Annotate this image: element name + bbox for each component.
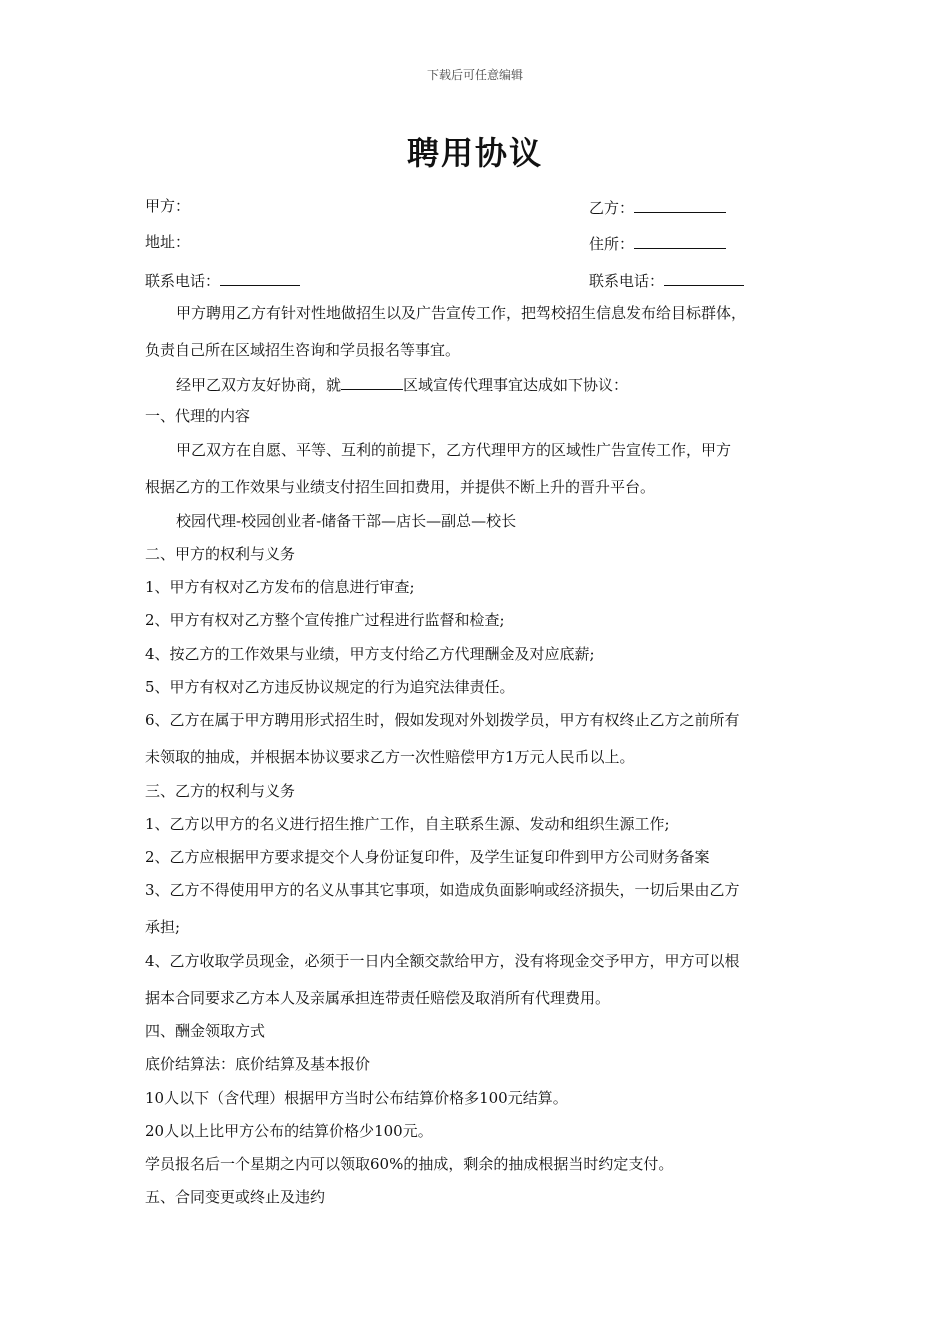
header-note: 下载后可任意编辑 xyxy=(426,68,523,82)
section-heading: 三、乙方的权利与义务 xyxy=(145,782,296,800)
intro-paragraph-line: 负责自己所在区域招生咨询和学员报名等事宜。 xyxy=(145,341,461,359)
list-item-continuation: 据本合同要求乙方本人及亲属承担连带责任赔偿及取消所有代理费用。 xyxy=(145,989,611,1007)
list-item: 1、乙方以甲方的名义进行招生推广工作，自主联系生源、发动和组织生源工作; xyxy=(145,815,670,833)
phone-a-label: 联系电话： xyxy=(145,272,221,290)
intro-paragraph-line: 甲方聘用乙方有针对性地做招生以及广告宣传工作，把驾校招生信息发布给目标群体， xyxy=(176,304,747,322)
payment-line: 10人以下（含代理）根据甲方当时公布结算价格多100元结算。 xyxy=(145,1089,568,1107)
party-b-blank xyxy=(634,196,726,213)
list-item: 3、乙方不得使用甲方的名义从事其它事项，如造成负面影响或经济损失，一切后果由乙方 xyxy=(145,881,740,899)
section-heading: 一、代理的内容 xyxy=(145,407,251,425)
phone-b-blank xyxy=(664,269,744,286)
phone-b-row xyxy=(589,269,744,291)
payment-line: 20人以上比甲方公布的结算价格少100元。 xyxy=(145,1122,433,1140)
residence-row xyxy=(589,232,726,254)
payment-line: 底价结算法：底价结算及基本报价 xyxy=(145,1055,371,1073)
residence-blank xyxy=(634,232,726,249)
list-item: 4、乙方收取学员现金，必须于一日内全额交款给甲方，没有将现金交予甲方，甲方可以根 xyxy=(145,952,740,970)
section1-paragraph-line: 根据乙方的工作效果与业绩支付招生回扣费用，并提供不断上升的晋升平台。 xyxy=(145,478,656,496)
phone-b-label: 联系电话： xyxy=(589,272,665,290)
list-item: 1、甲方有权对乙方发布的信息进行审查; xyxy=(145,578,415,596)
page-title: 聘用协议 xyxy=(406,134,543,172)
section-heading: 五、合同变更或终止及违约 xyxy=(145,1188,326,1206)
list-item: 2、甲方有权对乙方整个宣传推广过程进行监督和检查; xyxy=(145,611,505,629)
payment-line: 学员报名后一个星期之内可以领取60%的抽成，剩余的抽成根据当时约定支付。 xyxy=(145,1155,674,1173)
party-a-label: 甲方： xyxy=(145,197,191,215)
region-blank xyxy=(341,373,403,390)
section-heading: 二、甲方的权利与义务 xyxy=(145,545,296,563)
list-item-continuation: 承担; xyxy=(145,918,181,936)
intro-agreement-line xyxy=(176,373,628,395)
list-item: 2、乙方应根据甲方要求提交个人身份证复印件，及学生证复印件到甲方公司财务备案 xyxy=(145,848,710,866)
phone-a-blank xyxy=(220,269,300,286)
section1-paragraph-line: 甲乙双方在自愿、平等、互利的前提下，乙方代理甲方的区域性广告宣传工作，甲方 xyxy=(176,441,732,459)
promotion-path: 校园代理-校园创业者-储备干部—店长—副总—校长 xyxy=(176,512,517,530)
address-label: 地址： xyxy=(145,233,191,251)
list-item: 5、甲方有权对乙方违反协议规定的行为追究法律责任。 xyxy=(145,678,515,696)
residence-label: 住所： xyxy=(589,235,635,253)
list-item-continuation: 未领取的抽成，并根据本协议要求乙方一次性赔偿甲方1万元人民币以上。 xyxy=(145,748,635,766)
party-b-row xyxy=(589,196,726,218)
list-item: 6、乙方在属于甲方聘用形式招生时，假如发现对外划拨学员，甲方有权终止乙方之前所有 xyxy=(145,711,740,729)
party-b-label: 乙方： xyxy=(589,199,635,217)
section-heading: 四、酬金领取方式 xyxy=(145,1022,266,1040)
list-item: 4、按乙方的工作效果与业绩，甲方支付给乙方代理酬金及对应底薪; xyxy=(145,645,595,663)
intro-agreement-before: 经甲乙双方友好协商，就 xyxy=(176,376,342,394)
phone-a-row xyxy=(145,269,300,291)
intro-agreement-after: 区域宣传代理事宜达成如下协议： xyxy=(403,376,629,394)
